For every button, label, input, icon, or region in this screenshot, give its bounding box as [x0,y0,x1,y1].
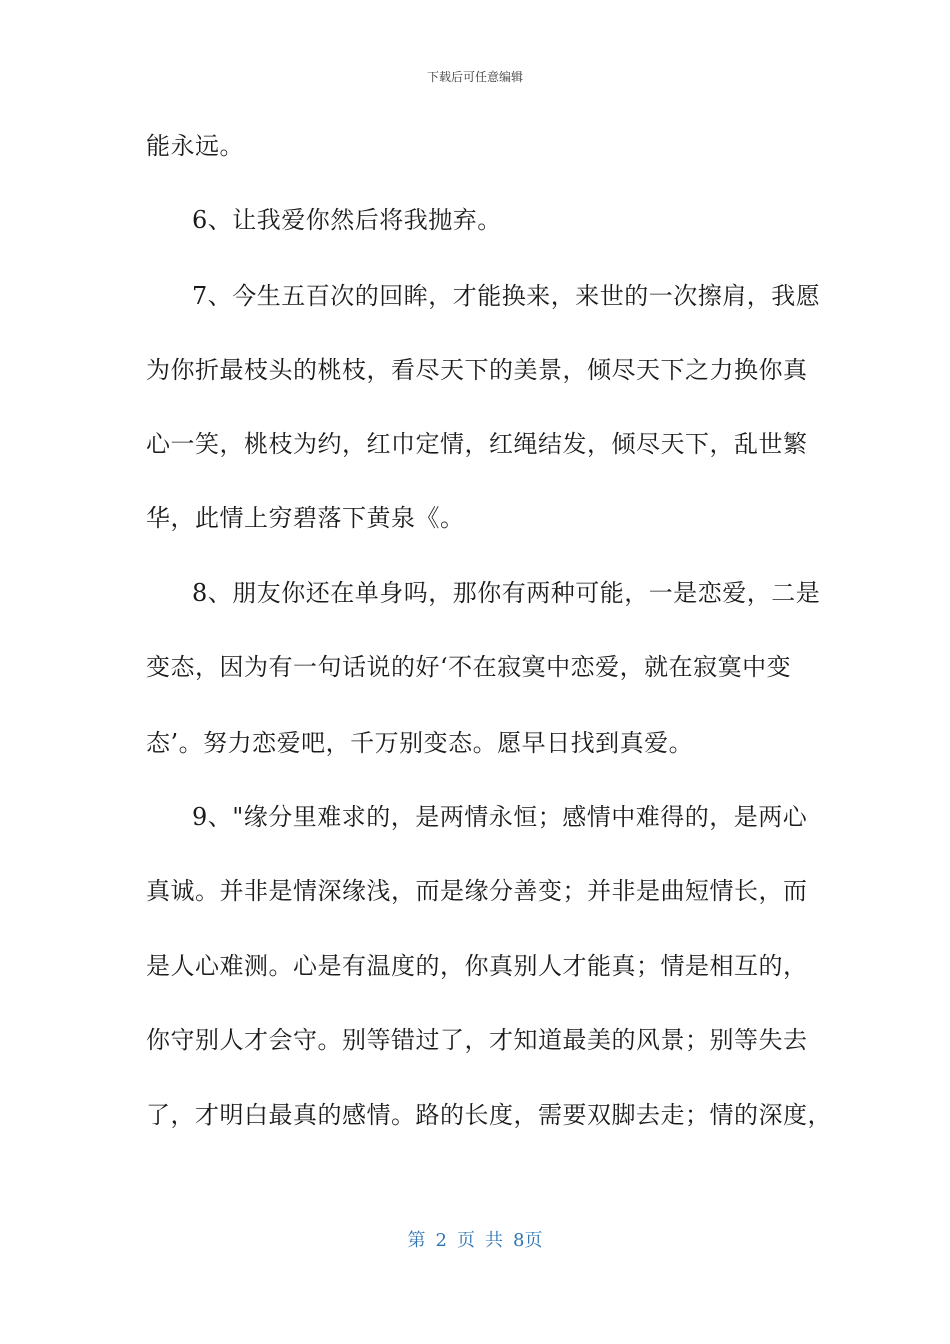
text-line: 心一笑，桃枝为约，红巾定情，红绳结发，倾尽天下，乱世繁 [146,430,808,458]
text-line: 能永远。 [146,132,244,160]
text-line: 真诚。并非是情深缘浅，而是缘分善变；并非是曲短情长，而 [146,877,808,905]
text-line: 是人心难测。心是有温度的，你真别人才能真；情是相互的， [146,952,808,980]
text-line: 变态，因为有一句话说的好‘不在寂寞中恋爱，就在寂寞中变 [146,653,792,681]
text-line: 态’。努力恋爱吧，千万别变态。愿早日找到真爱。 [146,729,694,757]
text-line: 9、"缘分里难求的，是两情永恒；感情中难得的，是两心 [192,803,808,831]
footer-total-pages: 8页 [513,1230,543,1251]
page-footer [0,1226,950,1252]
text-line: 你守别人才会守。别等错过了，才知道最美的风景；别等失去 [146,1026,808,1054]
text-line: 8、朋友你还在单身吗，那你有两种可能，一是恋爱，二是 [192,579,821,607]
footer-gong: 共 [485,1230,503,1251]
text-line: 了，才明白最真的感情。路的长度，需要双脚去走；情的深度， [146,1101,832,1129]
footer-di: 第 [407,1230,426,1251]
text-line: 6、让我爱你然后将我抛弃。 [192,206,502,234]
page-header: 下载后可任意编辑 [426,70,523,84]
footer-page-number: 2 [435,1230,447,1251]
footer-ye: 页 [457,1230,475,1251]
text-line: 华，此情上穷碧落下黄泉《。 [146,504,465,532]
text-line: 为你折最枝头的桃枝，看尽天下的美景，倾尽天下之力换你真 [146,356,808,384]
text-line: 7、今生五百次的回眸，才能换来，来世的一次擦肩，我愿 [192,282,821,310]
